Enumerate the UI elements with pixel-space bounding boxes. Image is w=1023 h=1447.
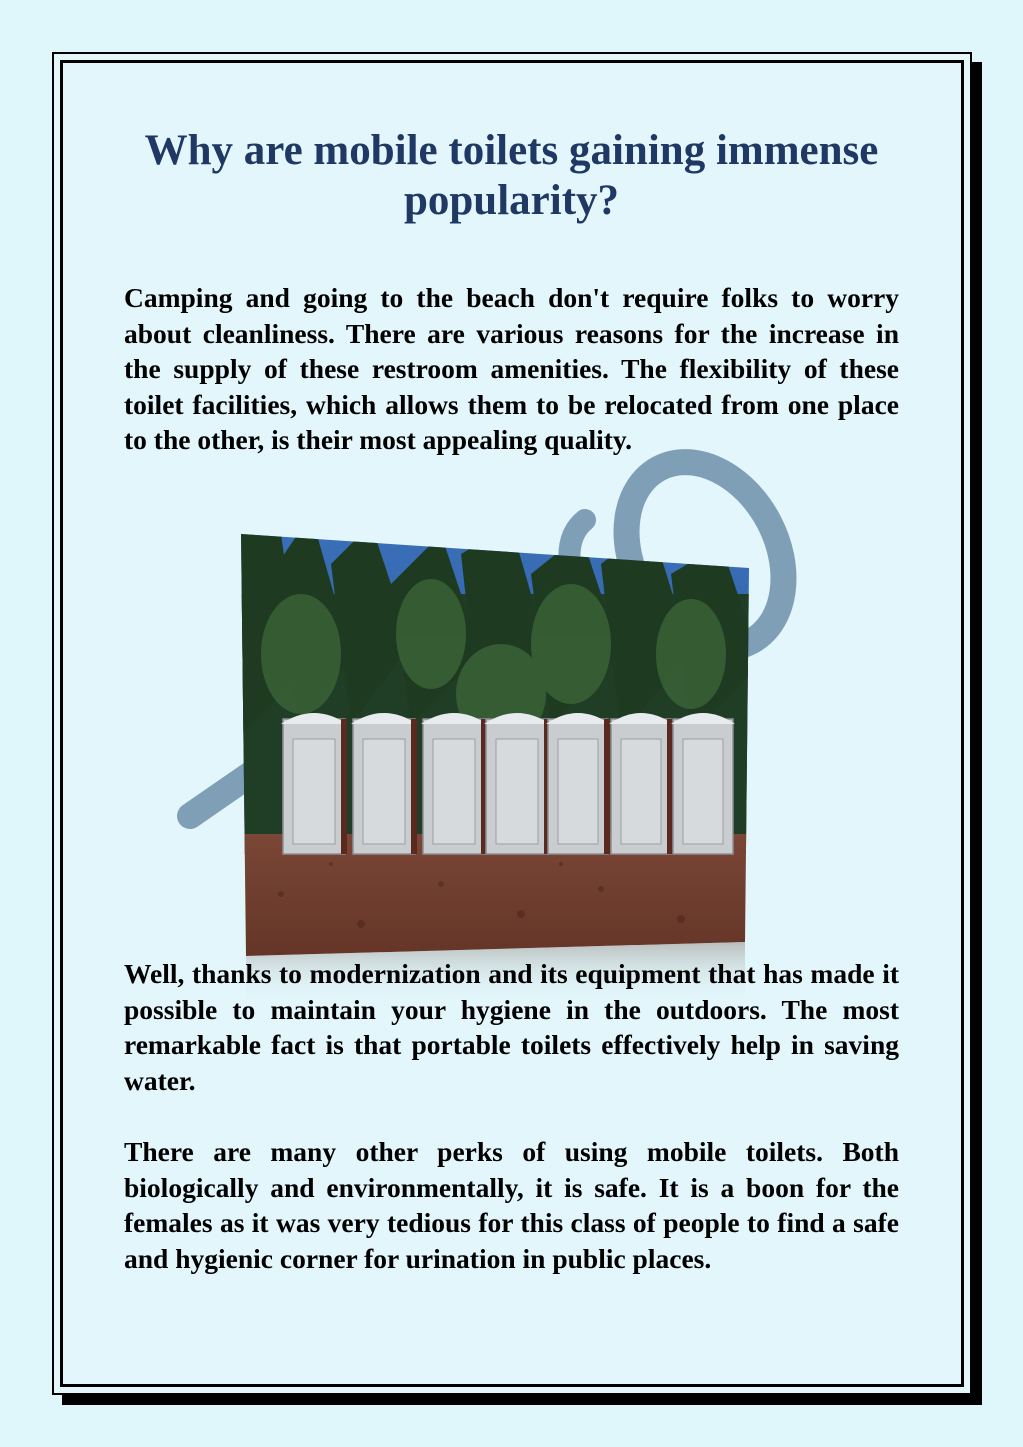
perks-paragraph: There are many other perks of using mobile toilets. Both biologically and environmentally, it is safe. It is a boon for the females as it was very tedious for this class of people to find a safe and hygienic corner for urination in public places. (124, 1136, 899, 1274)
toilet-unit (671, 713, 735, 854)
toilet-unit (484, 713, 550, 854)
toilet-unit (421, 713, 487, 854)
modernization-paragraph: Well, thanks to modernization and its equipment that has made it possible to maintain your hygiene in the outdoors. The most remarkable fact is that portable toilets effectively help in saving water. (124, 958, 899, 1096)
page-title: Why are mobile toilets gaining immense popularity? (144, 127, 879, 224)
toilet-unit (281, 713, 347, 854)
toilet-unit (351, 713, 417, 854)
photo-illustration (241, 534, 751, 1004)
portable-toilets-photo (241, 534, 751, 1004)
toilet-unit (546, 713, 610, 854)
intro-paragraph: Camping and going to the beach don't require folks to worry about cleanliness. There are various reasons for the increase in the supply of these restroom amenities. The flexibility of these toilet facilities, which allows them to be relocated from one place to the other, is their most appealing quality. (124, 282, 899, 456)
photo-scene (241, 534, 751, 1004)
toilet-unit (609, 713, 673, 854)
